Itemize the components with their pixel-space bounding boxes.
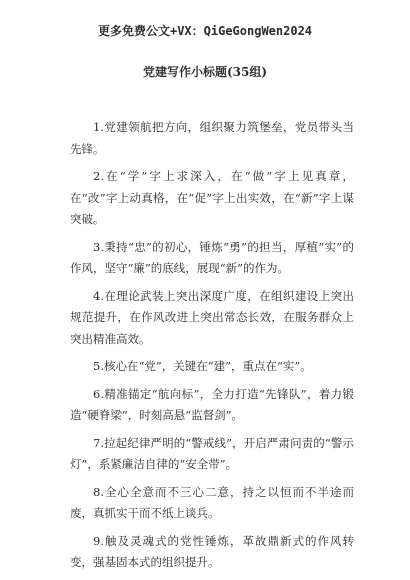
list-item: 1.党建领航把方向，组织聚力筑堡垒，党员带头当先锋。 <box>70 120 354 156</box>
list-item: 8.全心全意而不三心二意，持之以恒而不半途而废，真抓实干而不纸上谈兵。 <box>70 484 354 520</box>
list-item: 6.精准锚定“航向标”，全力打造“先锋队”，着力锻造“硬脊梁”，时刻高悬“监督剑”。 <box>70 386 354 422</box>
list-item: 7.拉起纪律严明的“警戒线”，开启严肃问责的“警示灯”，系紧廉洁自律的“安全带”。 <box>70 435 354 471</box>
item-list <box>70 117 354 580</box>
list-item: 5.核心在“党”，关键在“建”，重点在“实”。 <box>93 359 312 373</box>
watermark-header: 更多免费公文+VX：QiGeGongWen2024 <box>97 24 313 38</box>
list-item: 9.触及灵魂式的党性锤炼，革故鼎新式的作风转变，强基固本式的组织提升。 <box>70 533 354 569</box>
list-item: 3.秉持“忠”的初心，锤炼“勇”的担当，厚植“实”的作风，坚守“廉”的底线，展现“新”的作为。 <box>70 239 354 275</box>
list-item: 4.在理论武装上突出深度广度，在组织建设上突出规范提升，在作风改进上突出常态长效，在服务群众上突出精准高效。 <box>70 288 354 346</box>
list-item: 2.在“学”字上求深入，在“做”字上见真章，在“改”字上动真格，在“促”字上出实效，在“新”字上谋突破。 <box>70 169 354 226</box>
document-title: 党建写作小标题(35组) <box>142 65 268 79</box>
